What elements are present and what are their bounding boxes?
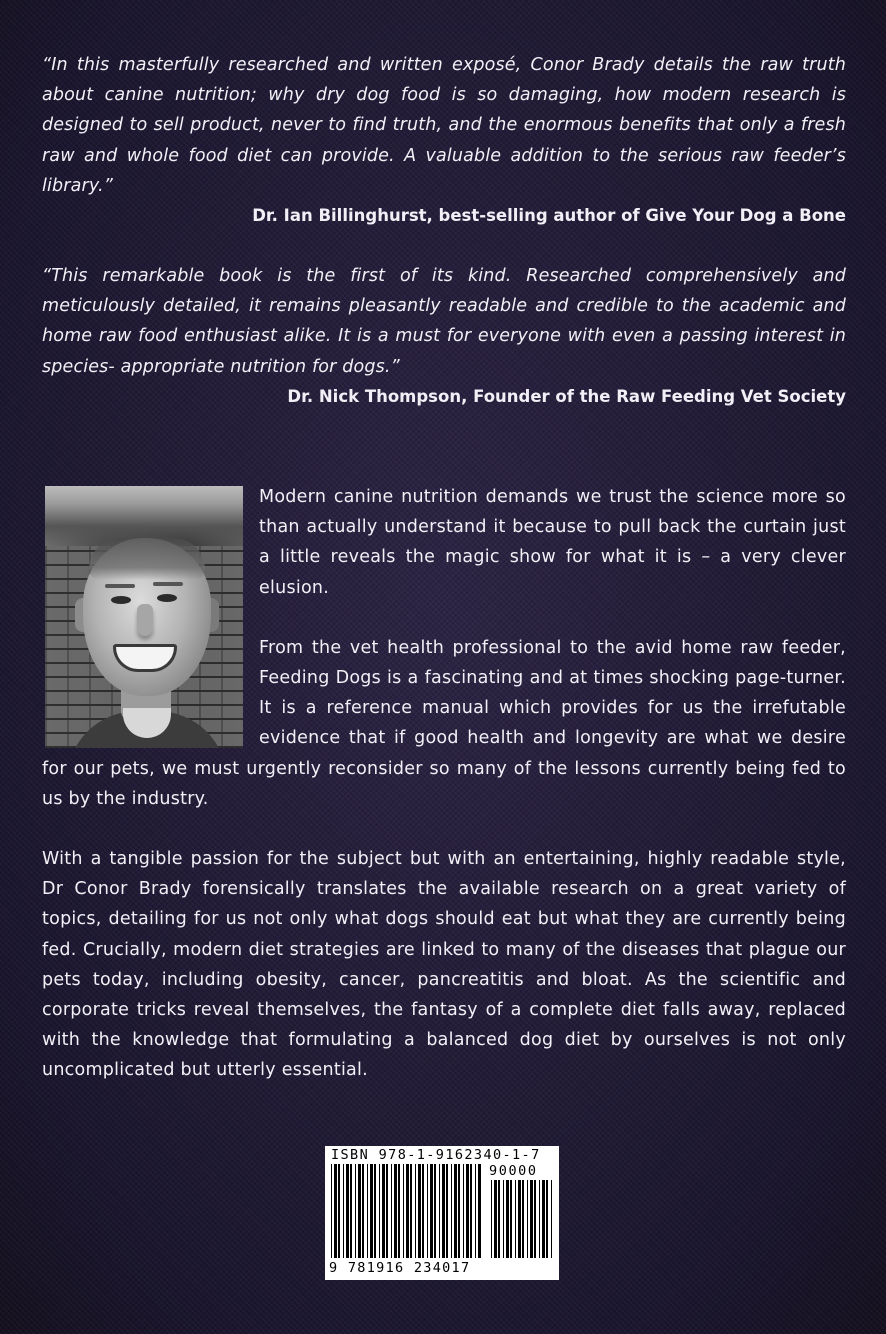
- endorsement-quote-thompson: “This remarkable book is the first of its kind. Researched comprehensively and meticulously detailed, it remains pleasantly readable and credible to the academic and home raw food enthusiast alike. It is a must for everyone with even a passing interest in species- appropriate nutrition for dogs.”: [42, 266, 846, 377]
- endorsement-quote-billinghurst: “In this masterfully researched and written exposé, Conor Brady details the raw truth about canine nutrition; why dry dog food is so damaging, how modern research is designed to sell product, never to find truth, and the enormous benefits that only a fresh raw and whole food diet can provide. A valuable addition to the serious raw feeder’s library.”: [42, 55, 846, 196]
- author-photo: [45, 486, 243, 748]
- description-paragraph-1: Modern canine nutrition demands we trust the science more so than actually understand it because to pull back the curtain just a little reveals the magic show for what it is – a very clever elusion.: [259, 487, 846, 598]
- isbn-label: ISBN 978-1-9162340-1-7: [331, 1147, 541, 1163]
- endorsement-attribution-thompson: Dr. Nick Thompson, Founder of the Raw Feeding Vet Society: [287, 387, 846, 406]
- description-paragraph-3: With a tangible passion for the subject but with an entertaining, highly readable style, Dr Conor Brady forensically translates the available research on a great variety of topics, detailing for us not only what dogs should eat but what they are currently being fed. Crucially, modern diet strategies are linked to many of the diseases that plague our pets today, including obesity, cancer, pancreatitis and bloat. As the scientific and corporate tricks reveal themselves, the fantasy of a complete diet falls away, replaced with the knowledge that formulating a balanced dog diet by ourselves is not only uncomplicated but utterly essential.: [42, 849, 846, 1081]
- book-description: [42, 482, 846, 1086]
- description-paragraph-2: From the vet health professional to the avid home raw feeder, Feeding Dogs is a fascinating and at times shocking page-turner. It is a reference manual which provides for us the irrefutable evidence that if good health and longevity are what we desire for our pets, we must urgently reconsider so many of the lessons currently being fed to us by the industry.: [42, 637, 846, 809]
- price-code: 90000: [489, 1163, 538, 1179]
- isbn-barcode: [325, 1146, 559, 1280]
- ean-number: 9 781916 234017: [329, 1260, 471, 1276]
- endorsement-attribution-billinghurst: Dr. Ian Billinghurst, best-selling author of Give Your Dog a Bone: [252, 206, 846, 225]
